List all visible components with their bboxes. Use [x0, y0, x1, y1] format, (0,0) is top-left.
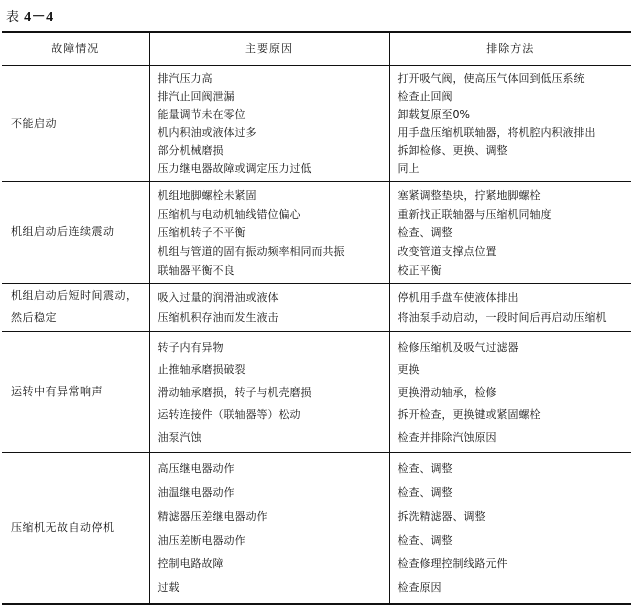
- cause-item: 运转连接件（联轴器等）松动: [157, 408, 301, 422]
- cause-item: 压力继电器故障或调定压力过低: [157, 162, 312, 176]
- cause-item: 部分机械磨损: [157, 144, 224, 158]
- cause-item: 压缩机积存油而发生液击: [157, 311, 279, 325]
- situation-text: 机组启动后连续震动: [11, 225, 115, 239]
- header-situation: 故障情况: [2, 32, 149, 66]
- remedy-item: 检查、调整: [397, 486, 453, 500]
- table-row-group: [2, 452, 631, 603]
- situation-text: 运转中有异常响声: [11, 384, 103, 398]
- table-caption: [6, 6, 54, 26]
- cause-item: 转子内有异物: [157, 340, 224, 354]
- cause-item: 精滤器压差继电器动作: [157, 509, 268, 523]
- situation-cell: [2, 452, 149, 603]
- cause-item: 滑动轴承磨损，转子与机壳磨损: [157, 385, 312, 399]
- situation-text: 压缩机无故自动停机: [11, 520, 115, 534]
- table-row-group: [2, 283, 631, 331]
- remedy-item: 改变管道支撑点位置: [397, 245, 497, 259]
- situation-text: 然后稳定: [11, 311, 57, 325]
- remedy-item: 检查、调整: [397, 533, 453, 547]
- remedy-item: 更换: [397, 363, 420, 377]
- cause-item: 高压继电器动作: [157, 462, 235, 476]
- cause-item: 排汽压力高: [157, 72, 213, 86]
- remedy-item: 塞紧调整垫块，拧紧地脚螺栓: [397, 188, 541, 202]
- cause-item: 控制电路故障: [157, 557, 224, 571]
- remedy-item: 重新找正联轴器与压缩机同轴度: [397, 207, 552, 221]
- cause-item: 油泵汽蚀: [157, 431, 202, 445]
- caption-prefix: 表: [6, 10, 20, 25]
- remedy-cell: [389, 66, 631, 182]
- cause-item: 压缩机转子不平衡: [157, 226, 246, 240]
- situation-text: 机组启动后短时间震动，: [11, 289, 138, 303]
- cause-item: 油温继电器动作: [157, 486, 235, 500]
- cause-cell: [149, 331, 389, 452]
- cause-item: 止推轴承磨损破裂: [157, 363, 246, 377]
- situation-cell: [2, 66, 149, 182]
- remedy-item: 校正平衡: [397, 263, 442, 277]
- remedy-item: 卸载复原至0%: [397, 108, 470, 122]
- situation-cell: [2, 182, 149, 284]
- table-row-group: [2, 66, 631, 182]
- cause-item: 机组地脚螺栓未紧固: [157, 188, 257, 202]
- remedy-item: 检查止回阀: [397, 90, 453, 104]
- situation-cell: [2, 331, 149, 452]
- fault-table: [2, 31, 631, 605]
- remedy-item: 将油泵手动启动，一段时间后再启动压缩机: [397, 311, 607, 325]
- cause-item: 机内积油或液体过多: [157, 126, 257, 140]
- remedy-item: 检查、调整: [397, 462, 453, 476]
- cause-item: 排汽止回阀泄漏: [157, 90, 235, 104]
- remedy-cell: [389, 283, 631, 331]
- remedy-item: 检查原因: [397, 581, 442, 595]
- remedy-item: 更换滑动轴承，检修: [397, 385, 497, 399]
- remedy-item: 检查、调整: [397, 226, 453, 240]
- remedy-item: 停机用手盘车使液体排出: [397, 291, 519, 305]
- remedy-item: 拆卸检修、更换、调整: [397, 144, 508, 158]
- remedy-item: 检查并排除汽蚀原因: [397, 431, 497, 445]
- cause-item: 机组与管道的固有振动频率相同而共振: [157, 245, 345, 259]
- cause-item: 油压差断电器动作: [157, 533, 246, 547]
- remedy-item: 检查修理控制线路元件: [397, 557, 508, 571]
- cause-item: 压缩机与电动机轴线错位偏心: [157, 207, 301, 221]
- cause-cell: [149, 66, 389, 182]
- remedy-item: 打开吸气阀，使高压气体回到低压系统: [397, 72, 585, 86]
- caption-number: 4－4: [24, 10, 54, 25]
- cause-item: 能量调节未在零位: [157, 108, 246, 122]
- cause-item: 过载: [157, 581, 180, 595]
- cause-item: 联轴器平衡不良: [157, 263, 235, 277]
- header-remedy: 排除方法: [389, 32, 631, 66]
- remedy-item: 同上: [397, 162, 420, 176]
- cause-cell: [149, 452, 389, 603]
- remedy-item: 检修压缩机及吸气过滤器: [397, 340, 519, 354]
- situation-cell: [2, 283, 149, 331]
- remedy-item: 拆开检查，更换键或紧固螺栓: [397, 408, 541, 422]
- table-row-group: [2, 331, 631, 452]
- remedy-cell: [389, 452, 631, 603]
- remedy-cell: [389, 182, 631, 284]
- cause-cell: [149, 182, 389, 284]
- remedy-item: 用手盘压缩机联轴器，将机腔内积液排出: [397, 126, 596, 140]
- cause-item: 吸入过量的润滑油或液体: [157, 291, 279, 305]
- header-row: [2, 32, 631, 66]
- table-row-group: [2, 182, 631, 284]
- situation-text: 不能启动: [11, 116, 57, 130]
- remedy-cell: [389, 331, 631, 452]
- header-cause: 主要原因: [149, 32, 389, 66]
- remedy-item: 拆洗精滤器、调整: [397, 509, 486, 523]
- cause-cell: [149, 283, 389, 331]
